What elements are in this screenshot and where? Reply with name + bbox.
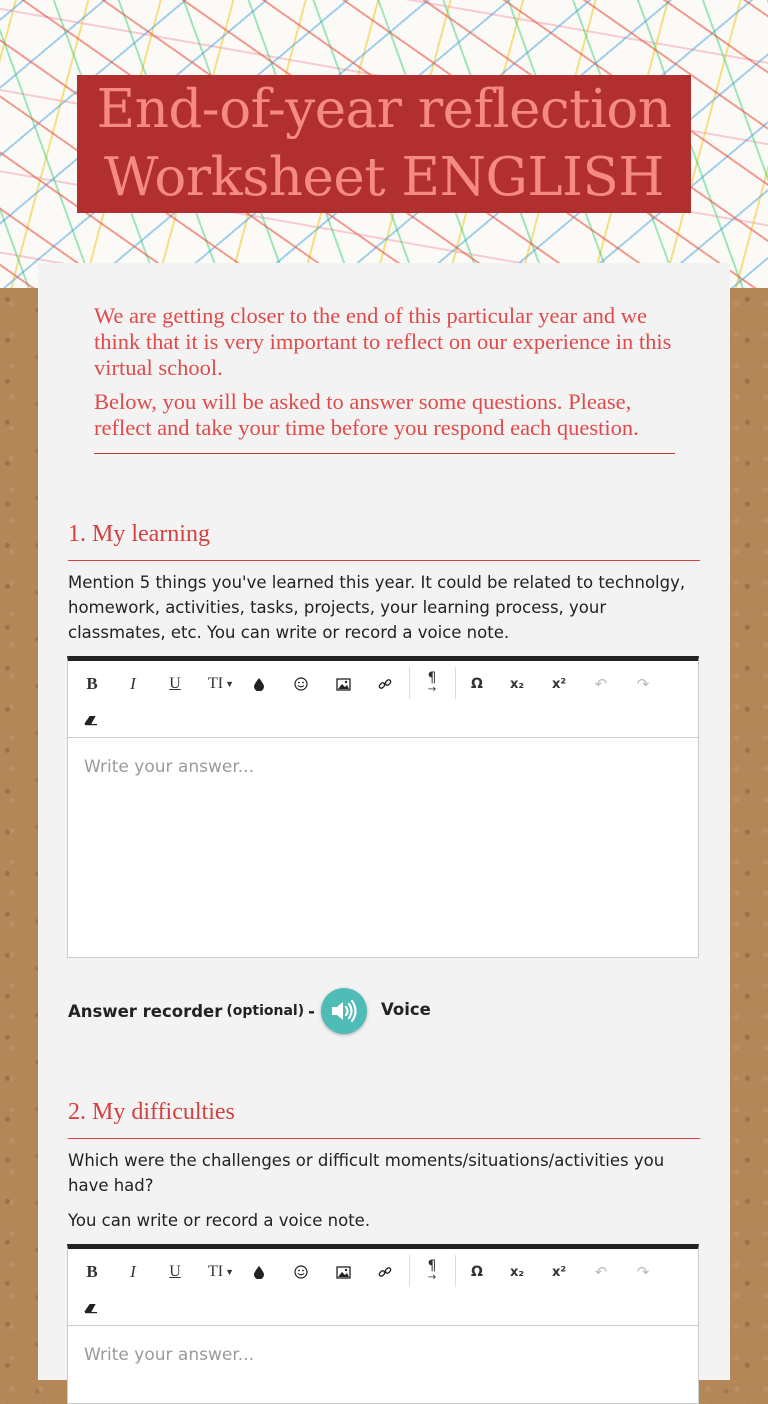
section-2-prompt: Which were the challenges or difficult moments/situations/activities you have had? xyxy=(68,1151,665,1195)
title-line-1: End-of-year reflection xyxy=(96,79,672,140)
answer-placeholder: Write your answer... xyxy=(84,757,254,777)
worksheet-body xyxy=(38,263,730,1380)
subscript-button[interactable]: x₂ xyxy=(509,676,525,692)
recorder-label: Answer recorder xyxy=(68,1001,223,1021)
divider xyxy=(409,667,410,699)
divider xyxy=(455,1255,456,1287)
intro-text xyxy=(94,303,676,449)
answer-editor-1[interactable] xyxy=(67,656,699,958)
image-icon[interactable] xyxy=(328,1257,358,1287)
divider xyxy=(68,560,700,561)
superscript-button[interactable]: x² xyxy=(551,676,567,692)
caret-down-icon: ▼ xyxy=(225,679,235,689)
image-icon[interactable] xyxy=(328,669,358,699)
text-size-label: TI xyxy=(207,1263,224,1280)
page-title xyxy=(77,75,691,213)
italic-button[interactable]: I xyxy=(130,1262,136,1281)
caret-down-icon: ▼ xyxy=(225,1267,235,1277)
special-character-button[interactable]: Ω xyxy=(471,1264,483,1280)
bold-button[interactable]: B xyxy=(86,674,98,693)
text-size-label: TI xyxy=(207,675,224,692)
paragraph-direction-button[interactable] xyxy=(417,669,447,699)
paragraph-direction-button[interactable] xyxy=(417,1257,447,1287)
editor-toolbar xyxy=(68,1249,698,1326)
answer-recorder xyxy=(68,988,431,1034)
underline-button[interactable]: U xyxy=(169,675,181,692)
speaker-icon xyxy=(330,999,358,1023)
undo-icon[interactable]: ↶ xyxy=(594,675,608,693)
section-1-prompt: Mention 5 things you've learned this year. It could be related to technolgy, homework, activities, tasks, projects, your learning process, your classmates, etc. You can write or record a voice note. xyxy=(68,573,686,642)
color-drop-icon[interactable] xyxy=(244,1257,274,1287)
voice-label: Voice xyxy=(381,999,431,1019)
redo-icon[interactable]: ↷ xyxy=(636,675,650,693)
arrow-right-icon: → xyxy=(427,684,437,695)
italic-button[interactable]: I xyxy=(130,674,136,693)
eraser-icon[interactable] xyxy=(77,705,107,735)
redo-icon[interactable]: ↷ xyxy=(636,1263,650,1281)
emoji-icon[interactable] xyxy=(286,669,316,699)
subscript-button[interactable]: x₂ xyxy=(509,1264,525,1280)
divider xyxy=(68,1138,700,1139)
divider xyxy=(94,453,675,454)
answer-placeholder: Write your answer... xyxy=(84,1345,254,1365)
bold-button[interactable]: B xyxy=(86,1262,98,1281)
section-2-title: 2. My difficulties xyxy=(68,1099,235,1125)
answer-editor-2[interactable] xyxy=(67,1244,699,1404)
section-2-prompt-note: You can write or record a voice note. xyxy=(68,1211,371,1230)
text-size-dropdown[interactable] xyxy=(202,669,240,699)
special-character-button[interactable]: Ω xyxy=(471,676,483,692)
link-icon[interactable] xyxy=(370,669,400,699)
color-drop-icon[interactable] xyxy=(244,669,274,699)
record-voice-button[interactable] xyxy=(321,988,367,1034)
eraser-icon[interactable] xyxy=(77,1293,107,1323)
editor-toolbar xyxy=(68,661,698,738)
undo-icon[interactable]: ↶ xyxy=(594,1263,608,1281)
arrow-right-icon: → xyxy=(427,1272,437,1283)
title-line-2: Worksheet ENGLISH xyxy=(103,147,664,208)
pilcrow-icon: ¶ xyxy=(427,670,437,686)
recorder-dash: - xyxy=(308,1001,315,1021)
pilcrow-icon: ¶ xyxy=(427,1258,437,1274)
section-1-title: 1. My learning xyxy=(68,521,210,547)
intro-paragraph-2: Below, you will be asked to answer some questions. Please, reflect and take your time before you respond each question. xyxy=(94,389,639,440)
emoji-icon[interactable] xyxy=(286,1257,316,1287)
link-icon[interactable] xyxy=(370,1257,400,1287)
superscript-button[interactable]: x² xyxy=(551,1264,567,1280)
divider xyxy=(409,1255,410,1287)
divider xyxy=(455,667,456,699)
intro-paragraph-1: We are getting closer to the end of this particular year and we think that it is very important to reflect on our experience in this virtual school. xyxy=(94,303,672,380)
underline-button[interactable]: U xyxy=(169,1263,181,1280)
recorder-optional: (optional) xyxy=(226,1003,305,1019)
text-size-dropdown[interactable] xyxy=(202,1257,240,1287)
